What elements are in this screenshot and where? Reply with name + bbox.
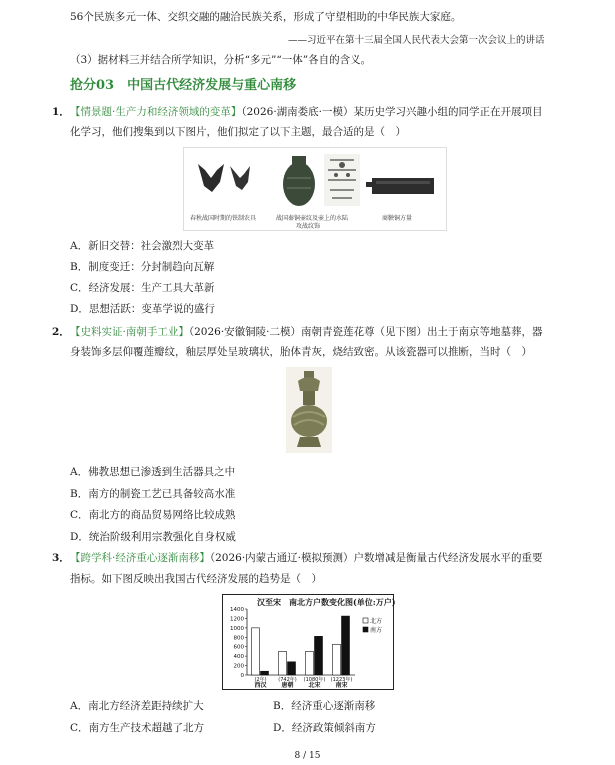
chart-bar-south xyxy=(288,662,296,675)
q1-image-panel xyxy=(183,147,447,231)
chart-legend-label: 北方 xyxy=(370,618,383,625)
chart-title: 汉至宋 南北方户数变化图(单位:万户) xyxy=(257,597,396,607)
q1-caption-bronze-pot: 战国秦铜壶纹及壶上的水陆 xyxy=(276,215,349,222)
q2-option-c[interactable]: C．南北方的商品贸易网络比较成熟 xyxy=(70,509,236,521)
q3-stem-line1 xyxy=(70,551,543,565)
q1-stem-line1 xyxy=(70,105,543,119)
chart-category-label: 唐朝 xyxy=(281,682,294,689)
q1-option-a[interactable]: A．新旧交替：社会激烈大变革 xyxy=(70,240,215,252)
chart-bar-south xyxy=(261,671,269,675)
q2-tag: 【史料实证·南朝手工业】 xyxy=(70,326,189,338)
households-chart xyxy=(222,594,394,690)
q3-subquestion: （3）据材料三并结合所学知识，分析“多元”“一体”各自的含义。 xyxy=(70,54,372,66)
chart-bar-north xyxy=(333,644,341,675)
chart-legend-label: 南方 xyxy=(370,627,383,634)
chart-y-tick-label: 200 xyxy=(233,663,244,670)
q1-caption-iron-tools: 春秋战国时期的铁制农具 xyxy=(190,215,257,222)
q3-line1: （2026·内蒙古通辽·模拟预测）户数增减是衡量古代经济发展水平的重要 xyxy=(209,552,543,564)
chart-category-year: (1223年) xyxy=(330,677,353,683)
intro-line: 56个民族多元一体、交织交融的融洽民族关系，形成了守望相助的中华民族大家庭。 xyxy=(70,11,462,23)
chart-y-tick-label: 400 xyxy=(233,654,244,661)
q3-stem-line2: 指标。如下图反映出我国古代经济发展的趋势是（ ） xyxy=(70,573,322,585)
chart-bar-south xyxy=(342,616,350,675)
chart-y-tick-label: 1400 xyxy=(230,607,244,613)
q1-number: 1． xyxy=(52,106,70,118)
chart-bar-south xyxy=(315,636,323,675)
section-title: 抢分03 中国古代经济发展与重心南移 xyxy=(70,78,297,93)
chart-category-year: (1080年) xyxy=(303,677,326,683)
q1-tag: 【情景题·生产力和经济领域的变革】 xyxy=(70,106,242,118)
chart-category-label: 西汉 xyxy=(254,682,267,689)
q3-option-d[interactable]: D．经济政策倾斜南方 xyxy=(273,722,376,734)
q2-option-a[interactable]: A．佛教思想已渗透到生活器具之中 xyxy=(70,466,236,478)
page-number: 8 / 15 xyxy=(294,751,321,761)
q2-stem-line1 xyxy=(70,325,543,339)
q1-line1: （2026·湖南娄底·一模）某历史学习兴趣小组的同学正在开展项目 xyxy=(241,106,543,118)
quote-source: ——习近平在第十三届全国人民代表大会第一次会议上的讲话 xyxy=(288,35,545,46)
q1-caption-square-measure: 商鞅铜方量 xyxy=(382,215,413,222)
chart-category-year: (742年) xyxy=(278,677,297,683)
chart-bar-north xyxy=(252,628,260,675)
chart-bar-north xyxy=(279,651,287,675)
chart-bar-north xyxy=(306,651,314,675)
chart-plot xyxy=(223,595,393,689)
chart-y-tick-label: 800 xyxy=(233,635,244,642)
q2-option-b[interactable]: B．南方的制瓷工艺已具备较高水准 xyxy=(70,488,236,500)
q1-stem-line2: 化学习，他们搜集到以下图片，他们拟定了以下主题，最合适的是（ ） xyxy=(70,126,406,138)
chart-category-label: 南宋 xyxy=(335,682,348,689)
chart-y-tick-label: 600 xyxy=(233,644,244,651)
q3-number: 3． xyxy=(52,552,70,564)
chart-category-label: 北宋 xyxy=(308,682,321,689)
q2-stem-line2: 身装饰多层仰覆莲瓣纹，釉层厚处呈玻璃状，胎体青灰，烧结致密。从该瓷器可以推断，当时（ ） xyxy=(70,346,532,358)
chart-legend-swatch xyxy=(363,618,368,623)
q2-line1: （2026·安徽铜陵·二模）南朝青瓷莲花尊（见下图）出土于南京等地墓葬，器 xyxy=(188,326,543,338)
chart-y-tick-label: 0 xyxy=(240,673,244,679)
q2-option-d[interactable]: D．统治阶级利用宗教强化自身权威 xyxy=(70,531,236,543)
chart-y-tick-label: 1000 xyxy=(230,625,244,632)
chart-legend-swatch xyxy=(363,627,368,632)
q2-number: 2． xyxy=(52,326,70,338)
q1-option-c[interactable]: C．经济发展：生产工具大革新 xyxy=(70,282,215,294)
q3-tag: 【跨学科·经济重心逐渐南移】 xyxy=(70,552,210,564)
q3-option-a[interactable]: A．南北方经济差距持续扩大 xyxy=(70,700,204,712)
q1-caption-battle-pattern: 攻战纹饰 xyxy=(296,223,321,230)
q1-option-d[interactable]: D．思想活跃：变革学说的盛行 xyxy=(70,303,215,315)
q2-celadon-vase-image xyxy=(286,367,332,453)
q3-option-c[interactable]: C．南方生产技术超越了北方 xyxy=(70,722,205,734)
q1-option-b[interactable]: B．制度变迁：分封制趋向瓦解 xyxy=(70,261,215,273)
chart-category-year: (2年) xyxy=(254,677,267,683)
chart-y-tick-label: 1200 xyxy=(230,616,244,623)
q3-option-b[interactable]: B．经济重心逐渐南移 xyxy=(273,700,376,712)
